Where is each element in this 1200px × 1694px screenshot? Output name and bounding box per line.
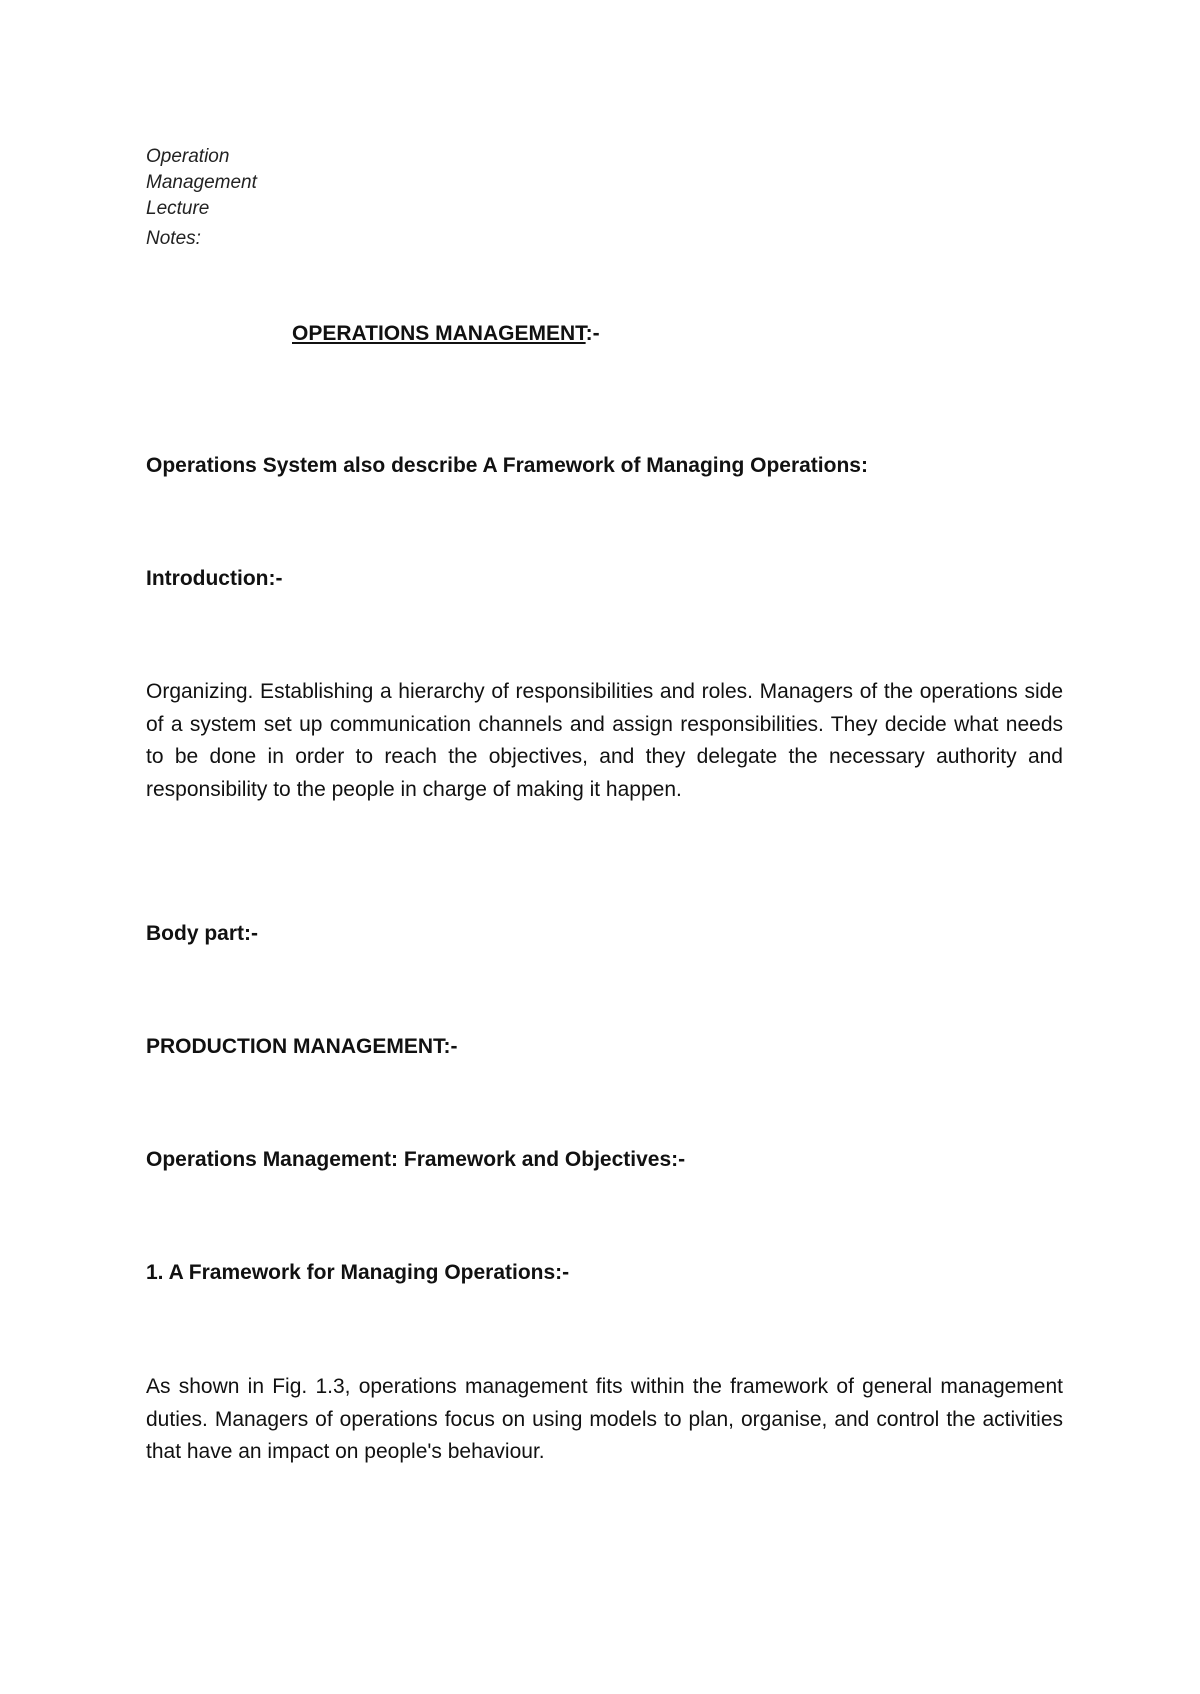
framework-paragraph: As shown in Fig. 1.3, operations management fits within the framework of general management duties. Managers of operations focus on using models to plan, organise, and control the activities that have an impact on people's behaviour. xyxy=(146,1375,1063,1463)
page-title-suffix: :- xyxy=(585,322,600,345)
page-title-underlined: OPERATIONS MANAGEMENT xyxy=(292,322,586,345)
header-line-operation: Operation xyxy=(146,146,230,167)
production-management-heading: PRODUCTION MANAGEMENT:- xyxy=(146,1035,458,1058)
subtitle-heading: Operations System also describe A Framework of Managing Operations: xyxy=(146,454,868,477)
framework-objectives-heading: Operations Management: Framework and Objectives:- xyxy=(146,1148,686,1171)
framework-managing-heading: 1. A Framework for Managing Operations:- xyxy=(146,1261,570,1284)
header-line-management: Management xyxy=(146,172,257,193)
header-line-notes: Notes: xyxy=(146,228,201,249)
introduction-heading: Introduction:- xyxy=(146,567,283,590)
header-line-lecture: Lecture xyxy=(146,198,210,219)
page-title xyxy=(292,322,600,346)
introduction-paragraph: Organizing. Establishing a hierarchy of responsibilities and roles. Managers of the operations side of a system set up communication channels and assign responsibilities. They decide what needs to be done in order to reach the objectives, and they delegate the necessary authority and responsibility to the people in charge of making it happen. xyxy=(146,680,1063,801)
body-part-heading: Body part:- xyxy=(146,922,258,945)
